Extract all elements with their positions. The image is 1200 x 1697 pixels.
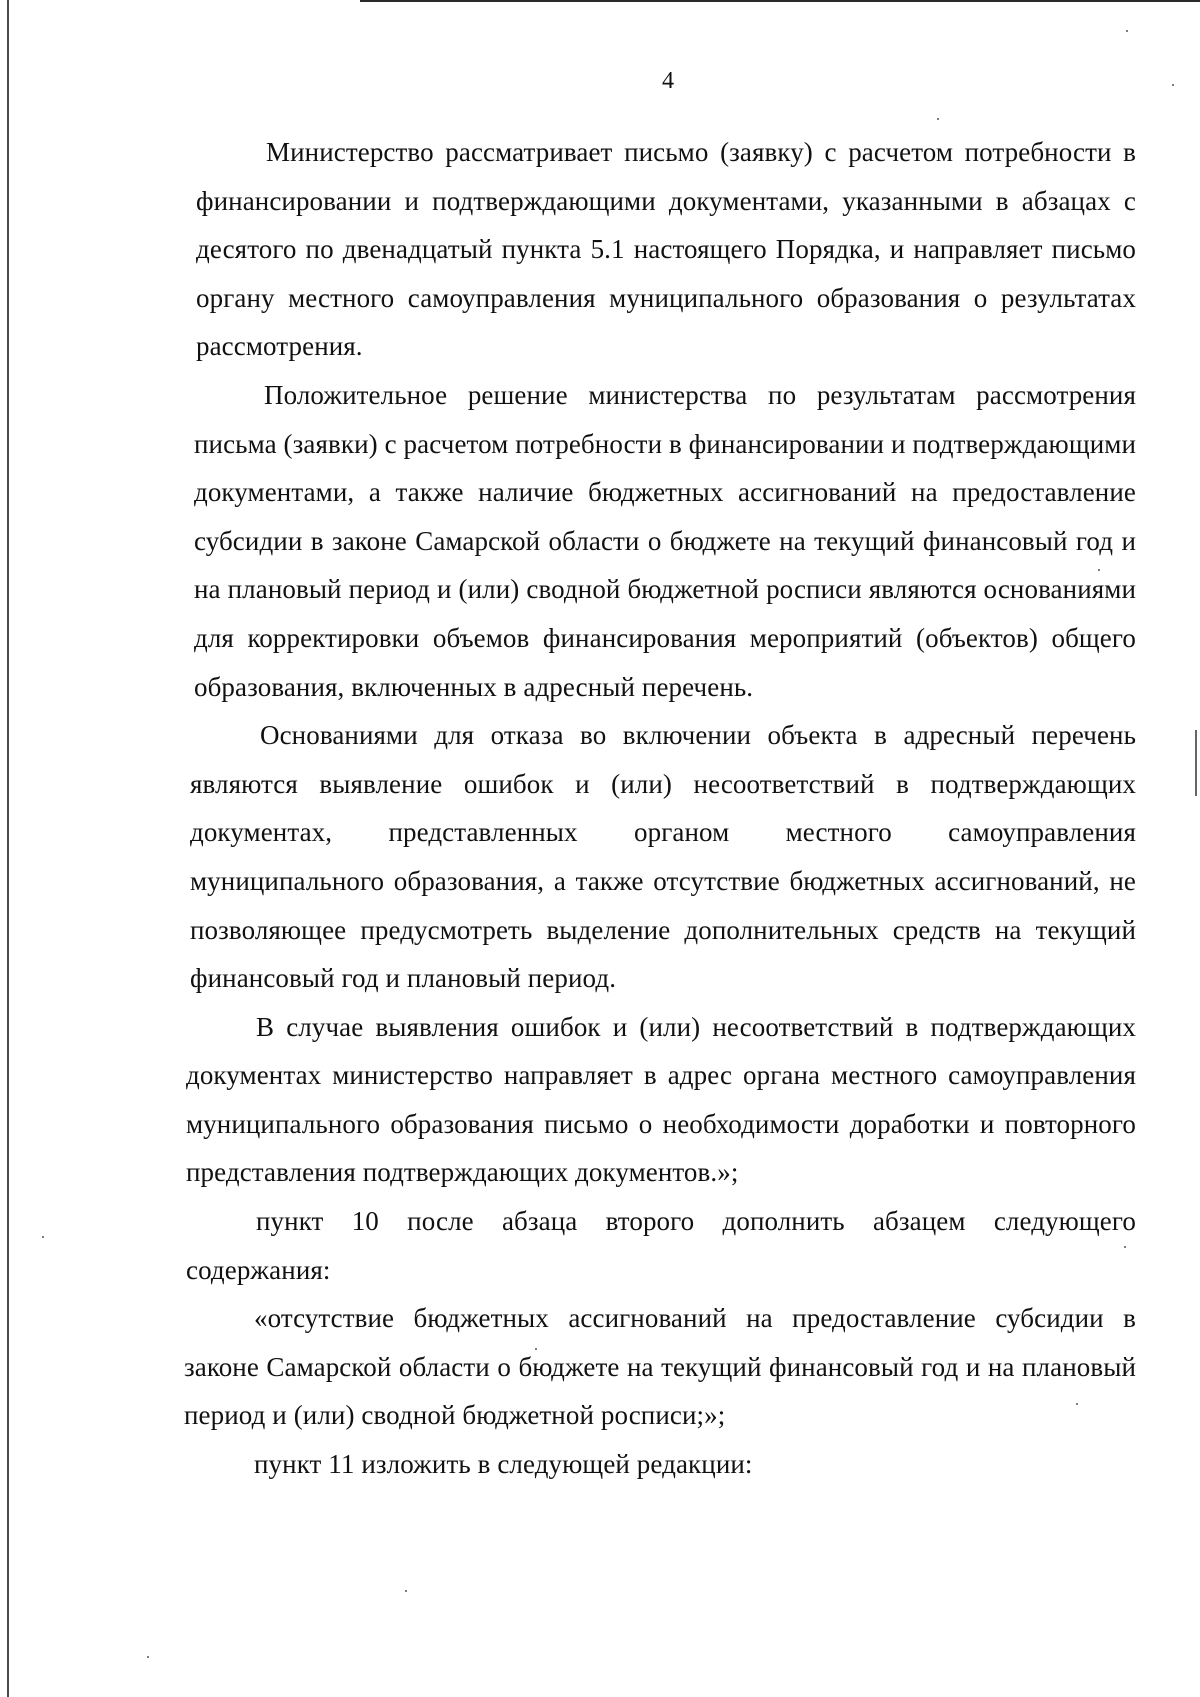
paragraph-refusal-grounds: Основаниями для отказа во включении объекта в адресный перечень являются выявление ошибок и (или) несоответствий в подтверждающих документах, представленных органом местного самоуправления муниципального образования, а также отсутствие бюджетных ассигнований, не позволяющее предусмотреть выделение дополнительных средств на текущий финансовый год и плановый период. <box>190 720 1136 994</box>
paragraph-no-budget: «отсутствие бюджетных ассигнований на предоставление субсидии в законе Самарской области о бюджете на текущий финансовый год и на плановый период и (или) сводной бюджетной росписи;»; <box>184 1303 1136 1431</box>
scan-edge-right <box>1195 730 1197 796</box>
paragraph-ministry-review: Министерство рассматривает письмо (заявку) с расчетом потребности в финансировании и подтверждающими документами, указанными в абзацах с десятого по двенадцатый пункта 5.1 настоящего Порядка, и направляет письмо органу местного самоуправления муниципального образования о результатах рассмотрения. <box>196 137 1136 362</box>
scan-speck <box>42 1236 44 1238</box>
scan-speck <box>405 1590 407 1592</box>
scan-edge-left <box>7 0 9 1697</box>
paragraph-errors-case: В случае выявления ошибок и (или) несоответствий в подтверждающих документах министерство направляет в адрес органа местного самоуправления муниципального образования письмо о необходимости доработки и повторного представления подтверждающих документов.»; <box>186 1011 1136 1188</box>
scan-edge-top <box>360 0 1200 2</box>
paragraph-positive-decision: Положительное решение министерства по результатам рассмотрения письма (заявки) с расчетом потребности в финансировании и подтверждающими документами, а также наличие бюджетных ассигнований на предоставление субсидии в законе Самарской области о бюджете на текущий финансовый год и на плановый период и (или) сводной бюджетной росписи являются основаниями для корректировки объемов финансирования мероприятий (объектов) общего образования, включенных в адресный перечень. <box>194 379 1136 702</box>
page-body <box>184 128 1136 1489</box>
scan-speck <box>937 118 939 120</box>
paragraph-clause-10: пункт 10 после абзаца второго дополнить абзацем следующего содержания: <box>186 1206 1136 1285</box>
paragraph-clause-11: пункт 11 изложить в следующей редакции: <box>254 1449 753 1480</box>
scan-speck <box>147 1656 149 1658</box>
page-number: 4 <box>662 68 674 94</box>
scan-speck <box>1126 30 1128 32</box>
